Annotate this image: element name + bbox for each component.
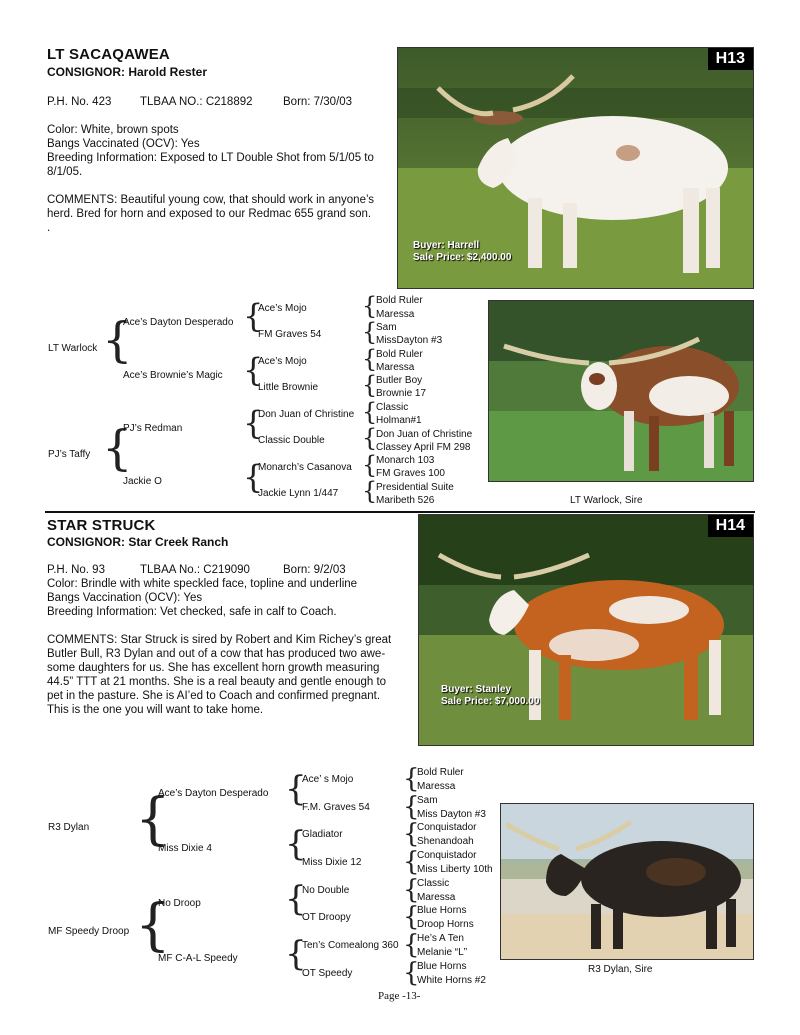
lot-h13-tlbaa: TLBAA NO.: C218892 — [140, 96, 253, 108]
pedigree-h13-g2: Ace’s Brownie’s Magic — [123, 370, 223, 381]
pedigree-h14-gg4: Miss Dixie 12 — [302, 857, 362, 868]
lot-h13-photo — [397, 47, 754, 289]
pedigree-h14-dam: MF Speedy Droop — [48, 926, 130, 937]
pedigree-h14-gg7: Ten’s Comealong 360 — [302, 940, 399, 951]
lot-h14-color: Color: Brindle with white speckled face, topline and underline — [47, 578, 358, 590]
pedigree-brace: { — [403, 792, 420, 822]
pedigree-h13-gg1: Ace’s Mojo — [258, 303, 307, 314]
pedigree-brace: { — [362, 451, 378, 479]
pedigree-brace: { — [102, 420, 133, 476]
pedigree-h13-ggg-3: MissDayton #3 — [376, 335, 443, 346]
pedigree-h14-ggg-8: Classic — [417, 878, 450, 889]
pedigree-brace: { — [403, 875, 420, 905]
lot-h14-sire-caption: R3 Dylan, Sire — [588, 964, 653, 975]
pedigree-h14-ggg-12: He’s A Ten — [417, 933, 464, 944]
lot-h13-badge: H13 — [708, 48, 753, 70]
pedigree-h13-ggg-1: Maressa — [376, 309, 415, 320]
lot-h14-badge: H14 — [708, 515, 753, 537]
pedigree-h14-gg1: Ace’ s Mojo — [302, 774, 354, 785]
lot-h13-breeding-2: 8/1/05. — [47, 166, 83, 178]
pedigree-brace: { — [362, 371, 378, 399]
lot-h14-photo — [418, 514, 754, 746]
pedigree-brace: { — [285, 824, 307, 864]
pedigree-h13-ggg-8: Classic — [376, 402, 409, 413]
pedigree-h13-ggg-9: Holman#1 — [376, 415, 422, 426]
lot-h14-comments-3: 44.5” TTT at 21 months. She is a real beauty and gentle enough to — [47, 676, 387, 688]
pedigree-brace: { — [362, 477, 378, 505]
pedigree-brace: { — [403, 764, 420, 794]
lot-h13-buyer: Buyer: Harrell — [413, 240, 480, 251]
pedigree-h14-g2: Miss Dixie 4 — [158, 843, 212, 854]
pedigree-h13-gg4: Little Brownie — [258, 382, 319, 393]
pedigree-brace: { — [135, 787, 171, 852]
lot-h13-color: Color: White, brown spots — [47, 124, 179, 136]
pedigree-brace: { — [243, 297, 264, 335]
pedigree-h14-gg6: OT Droopy — [302, 912, 351, 923]
lot-h13-born: Born: 7/30/03 — [283, 96, 353, 108]
pedigree-h13-ggg-13: FM Graves 100 — [376, 468, 445, 479]
pedigree-h13-ggg-11: Classey April FM 298 — [376, 442, 471, 453]
pedigree-brace: { — [362, 345, 378, 373]
pedigree-h14-ggg-4: Conquistador — [417, 822, 477, 833]
lot-h13-comments-2: herd. Bred for horn and exposed to our Redmac 655 grand son. — [47, 208, 372, 220]
pedigree-brace: { — [403, 847, 420, 877]
pedigree-h13-ggg-7: Brownie 17 — [376, 388, 427, 399]
section-divider — [45, 511, 755, 513]
pedigree-h13-sire: LT Warlock — [48, 343, 98, 354]
pedigree-h13-g3: PJ’s Redman — [123, 423, 183, 434]
pedigree-brace: { — [362, 292, 378, 320]
pedigree-h14-gg2: F.M. Graves 54 — [302, 802, 370, 813]
pedigree-h14-ggg-3: Miss Dayton #3 — [417, 809, 486, 820]
pedigree-brace: { — [403, 958, 420, 988]
lot-h14-born: Born: 9/2/03 — [283, 564, 346, 576]
lot-h13-bangs: Bangs Vaccinated (OCV): Yes — [47, 138, 200, 150]
lot-h13-ph: P.H. No. 423 — [47, 96, 112, 108]
lot-h13-comments-3: . — [47, 222, 51, 234]
pedigree-brace: { — [285, 769, 307, 809]
lot-h14-consignor: CONSIGNOR: Star Creek Ranch — [47, 535, 229, 549]
lot-h13-price: Sale Price: $2,400.00 — [413, 252, 512, 263]
pedigree-brace: { — [403, 819, 420, 849]
lot-h14-name: STAR STRUCK — [47, 517, 156, 534]
lot-h13-consignor: CONSIGNOR: Harold Rester — [47, 65, 208, 79]
lot-h14-breeding: Breeding Information: Vet checked, safe in calf to Coach. — [47, 606, 337, 618]
pedigree-brace: { — [362, 424, 378, 452]
pedigree-h13-gg3: Ace’s Mojo — [258, 356, 307, 367]
lot-h14-comments-0: COMMENTS: Star Struck is sired by Robert and Kim Richey’s great — [47, 634, 392, 646]
pedigree-h13-gg6: Classic Double — [258, 435, 325, 446]
pedigree-h14-ggg-14: Blue Horns — [417, 961, 467, 972]
pedigree-h14-ggg-15: White Horns #2 — [417, 975, 486, 986]
lot-h13-name: LT SACAQAWEA — [47, 46, 170, 63]
lot-h14-comments-2: some daughters for us. She has excellent horn growth measuring — [47, 662, 380, 674]
lot-h14-sire-photo — [500, 803, 754, 960]
lot-h14-bangs: Bangs Vaccination (OCV): Yes — [47, 592, 203, 604]
pedigree-h14-ggg-5: Shenandoah — [417, 836, 474, 847]
pedigree-h14-g3: No Droop — [158, 898, 201, 909]
lot-h14-ph: P.H. No. 93 — [47, 564, 105, 576]
pedigree-brace: { — [102, 312, 133, 368]
pedigree-h14-ggg-1: Maressa — [417, 781, 456, 792]
pedigree-brace: { — [362, 398, 378, 426]
pedigree-h13-ggg-4: Bold Ruler — [376, 349, 423, 360]
pedigree-h14-ggg-11: Droop Horns — [417, 919, 474, 930]
pedigree-h13-ggg-6: Butler Boy — [376, 375, 423, 386]
pedigree-brace: { — [285, 879, 307, 919]
pedigree-h13-gg7: Monarch’s Casanova — [258, 462, 352, 473]
lot-h14-tlbaa: TLBAA No.: C219090 — [140, 564, 250, 576]
pedigree-h14-ggg-9: Maressa — [417, 892, 456, 903]
lot-h14-comments-4: pet in the pasture. She is AI’ed to Coach and confirmed pregnant. — [47, 690, 381, 702]
lot-h14-comments-5: This is the one you will want to take home. — [47, 704, 264, 716]
pedigree-h13-ggg-0: Bold Ruler — [376, 295, 423, 306]
lot-h13-sire-photo — [488, 300, 754, 482]
pedigree-h13-gg2: FM Graves 54 — [258, 329, 322, 340]
pedigree-brace: { — [243, 351, 264, 389]
page-number: Page -13- — [378, 990, 421, 1002]
lot-h13-comments-1: COMMENTS: Beautiful young cow, that should work in anyone’s — [47, 194, 375, 206]
pedigree-h13-g4: Jackie O — [123, 476, 162, 487]
pedigree-h14-g4: MF C-A-L Speedy — [158, 953, 238, 964]
pedigree-h14-ggg-7: Miss Liberty 10th — [417, 864, 493, 875]
lot-h14-price: Sale Price: $7,000.00 — [441, 696, 540, 707]
pedigree-h13-dam: PJ’s Taffy — [48, 449, 91, 460]
pedigree-h13-gg5: Don Juan of Christine — [258, 409, 355, 420]
pedigree-h13-ggg-10: Don Juan of Christine — [376, 429, 473, 440]
pedigree-h13-ggg-5: Maressa — [376, 362, 415, 373]
pedigree-brace: { — [135, 893, 171, 958]
lot-h13-breeding-1: Breeding Information: Exposed to LT Double Shot from 5/1/05 to — [47, 152, 374, 164]
pedigree-h13-gg8: Jackie Lynn 1/447 — [258, 488, 339, 499]
pedigree-h14-gg3: Gladiator — [302, 829, 343, 840]
pedigree-h13-g1: Ace’s Dayton Desperado — [123, 317, 234, 328]
pedigree-h14-ggg-13: Melanie “L” — [417, 947, 468, 958]
pedigree-h14-sire: R3 Dylan — [48, 822, 90, 833]
pedigree-h14-ggg-2: Sam — [417, 795, 438, 806]
pedigree-brace: { — [243, 458, 264, 496]
pedigree-h13-ggg-12: Monarch 103 — [376, 455, 435, 466]
pedigree-brace: { — [285, 934, 307, 974]
pedigree-brace: { — [403, 902, 420, 932]
pedigree-h14-ggg-10: Blue Horns — [417, 905, 467, 916]
lot-h13-sire-caption: LT Warlock, Sire — [570, 495, 643, 506]
pedigree-h13-ggg-2: Sam — [376, 322, 397, 333]
pedigree-h14-gg5: No Double — [302, 885, 350, 896]
pedigree-brace: { — [403, 930, 420, 960]
lot-h14-comments-1: Butler Bull, R3 Dylan and out of a cow that has produced two awe- — [47, 648, 386, 660]
pedigree-brace: { — [243, 404, 264, 442]
lot-h14-buyer: Buyer: Stanley — [441, 684, 512, 695]
pedigree-brace: { — [362, 318, 378, 346]
pedigree-h13-ggg-15: Maribeth 526 — [376, 495, 435, 506]
pedigree-h14-ggg-6: Conquistador — [417, 850, 477, 861]
pedigree-h14-g1: Ace’s Dayton Desperado — [158, 788, 269, 799]
pedigree-h13-ggg-14: Presidential Suite — [376, 482, 454, 493]
pedigree-h14-gg8: OT Speedy — [302, 968, 353, 979]
pedigree-h14-ggg-0: Bold Ruler — [417, 767, 464, 778]
